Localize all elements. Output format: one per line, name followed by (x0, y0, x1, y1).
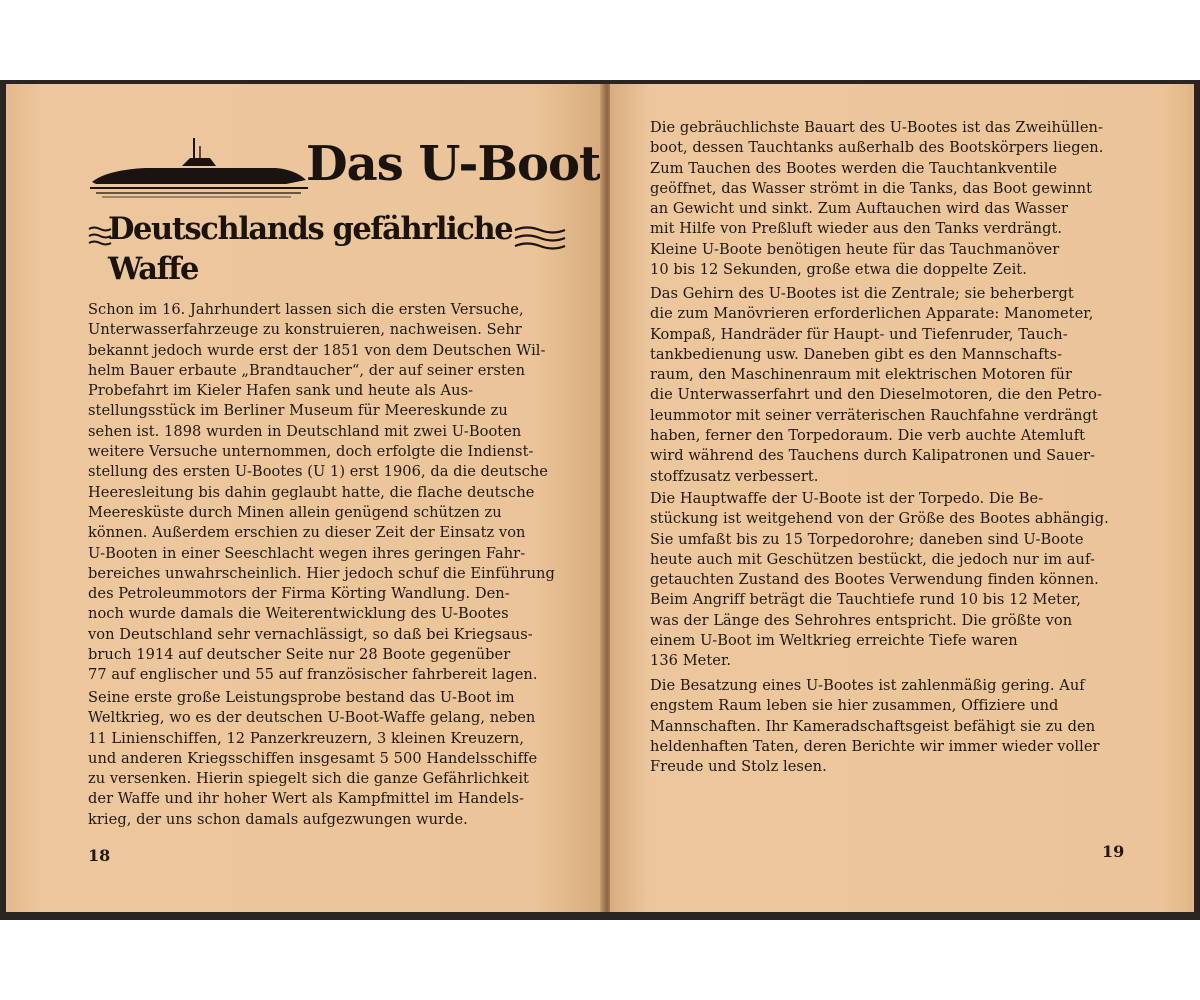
left-page (6, 84, 604, 912)
right-paragraph-4: Die Besatzung eines U-Bootes ist zahlenmäßig gering. Auf engstem Raum leben sie hier zusammen, Offiziere und Mannschaften. Ihr Kameradschaftsgeist befähigt sie zu den heldenhaften Taten, deren Berichte wir immer wieder voller Freude und Stolz lesen. (650, 677, 1100, 776)
submarine-illustration (86, 136, 308, 206)
chapter-subtitle: Deutschlands gefährliche Waffe (108, 211, 513, 287)
left-paragraph-2: Seine erste große Leistungsprobe bestand das U-Boot im Weltkrieg, wo es der deutschen U-Boot-Waffe gelang, neben 11 Linienschiffen, 12 Panzerkreuzern, 3 kleinen Kreuzern, und anderen Kriegsschiffen insgesamt 5 500 Handelsschiffe zu versenken. Hierin spiegelt sich die ganze Gefährlichkeit der Waffe und ihr hoher Wert als Kampfmittel im Handels- krieg, der uns schon damals aufgezwungen wurde. (88, 689, 538, 828)
right-paragraph-3: Die Hauptwaffe der U-Boote ist der Torpedo. Die Be- stückung ist weitgehend von der Größe des Bootes abhängig. Sie umfaßt bis zu 15 Torpedorohre; daneben sind U-Boote heute auch mit Geschützen bestückt, die jedoch nur im auf- getauchten Zustand des Bootes Verwendung finden können. Beim Angriff beträgt die Tauchtiefe rund 10 bis 12 Meter, was der Länge des Sehrohres entspricht. Die größte von einem U-Boot im Weltkrieg erreichte Tiefe waren 136 Meter. (650, 490, 1109, 670)
right-page (610, 84, 1194, 912)
open-book (0, 80, 1200, 920)
page-number-right: 19 (1102, 842, 1125, 861)
right-wave-ornament (514, 225, 566, 251)
chapter-title: Das U-Boot (306, 136, 601, 192)
right-paragraph-1: Die gebräuchlichste Bauart des U-Bootes ist das Zweihüllen- boot, dessen Tauchtanks außerhalb des Bootskörpers liegen. Zum Tauchen des Bootes werden die Tauchtankventile geöffnet, das Wasser strömt in die Tanks, das Boot gewinnt an Gewicht und sinkt. Zum Auftauchen wird das Wasser mit Hilfe von Preßluft wieder aus den Tanks verdrängt. Kleine U-Boote benötigen heute für das Tauchmanöver 10 bis 12 Sekunden, große etwa die doppelte Zeit. (650, 119, 1104, 279)
right-paragraph-2: Das Gehirn des U-Bootes ist die Zentrale; sie beherbergt die zum Manövrieren erforderlichen Apparate: Manometer, Kompaß, Handräder für Haupt- und Tiefenruder, Tauch- tankbedienung usw. Daneben gibt es den Mannschafts- raum, den Maschinenraum mit elektrischen Motoren für die Unterwasserfahrt und den Dieselmotoren, die den Petro- leummotor mit seiner verräterischen Rauchfahne verdrängt haben, ferner den Torpedoraum. Die verb auchte Atemluft wird während des Tauchens durch Kalipatronen und Sauer- stoffzusatz verbessert. (650, 285, 1102, 485)
left-paragraph-1: Schon im 16. Jahrhundert lassen sich die ersten Versuche, Unterwasserfahrzeuge zu konstruieren, nachweisen. Sehr bekannt jedoch wurde erst der 1851 von dem Deutschen Wil- helm Bauer erbaute „Brandtaucher“, der auf seiner ersten Probefahrt im Kieler Hafen sank und heute als Aus- stellungsstück im Berliner Museum für Meereskunde zu sehen ist. 1898 wurden in Deutschland mit zwei U-Booten weitere Versuche unternommen, doch erfolgte die Indienst- stellung des ersten U-Bootes (U 1) erst 1906, da die deutsche Heeresleitung bis dahin geglaubt hatte, die flache deutsche Meeresküste durch Minen allein genügend schützen zu können. Außerdem erschien zu dieser Zeit der Einsatz von U-Booten in einer Seeschlacht wegen ihres geringen Fahr- bereiches unwahrscheinlich. Hier jedoch schuf die Einführung des Petroleummotors der Firma Körting Wandlung. Den- noch wurde damals die Weiterentwicklung des U-Bootes von Deutschland sehr vernachlässigt, so daß bei Kriegsaus- bruch 1914 auf deutscher Seite nur 28 Boote gegenüber 77 auf englischer und 55 auf französischer fahrbereit lagen. (88, 301, 555, 684)
page-number-left: 18 (88, 846, 111, 865)
